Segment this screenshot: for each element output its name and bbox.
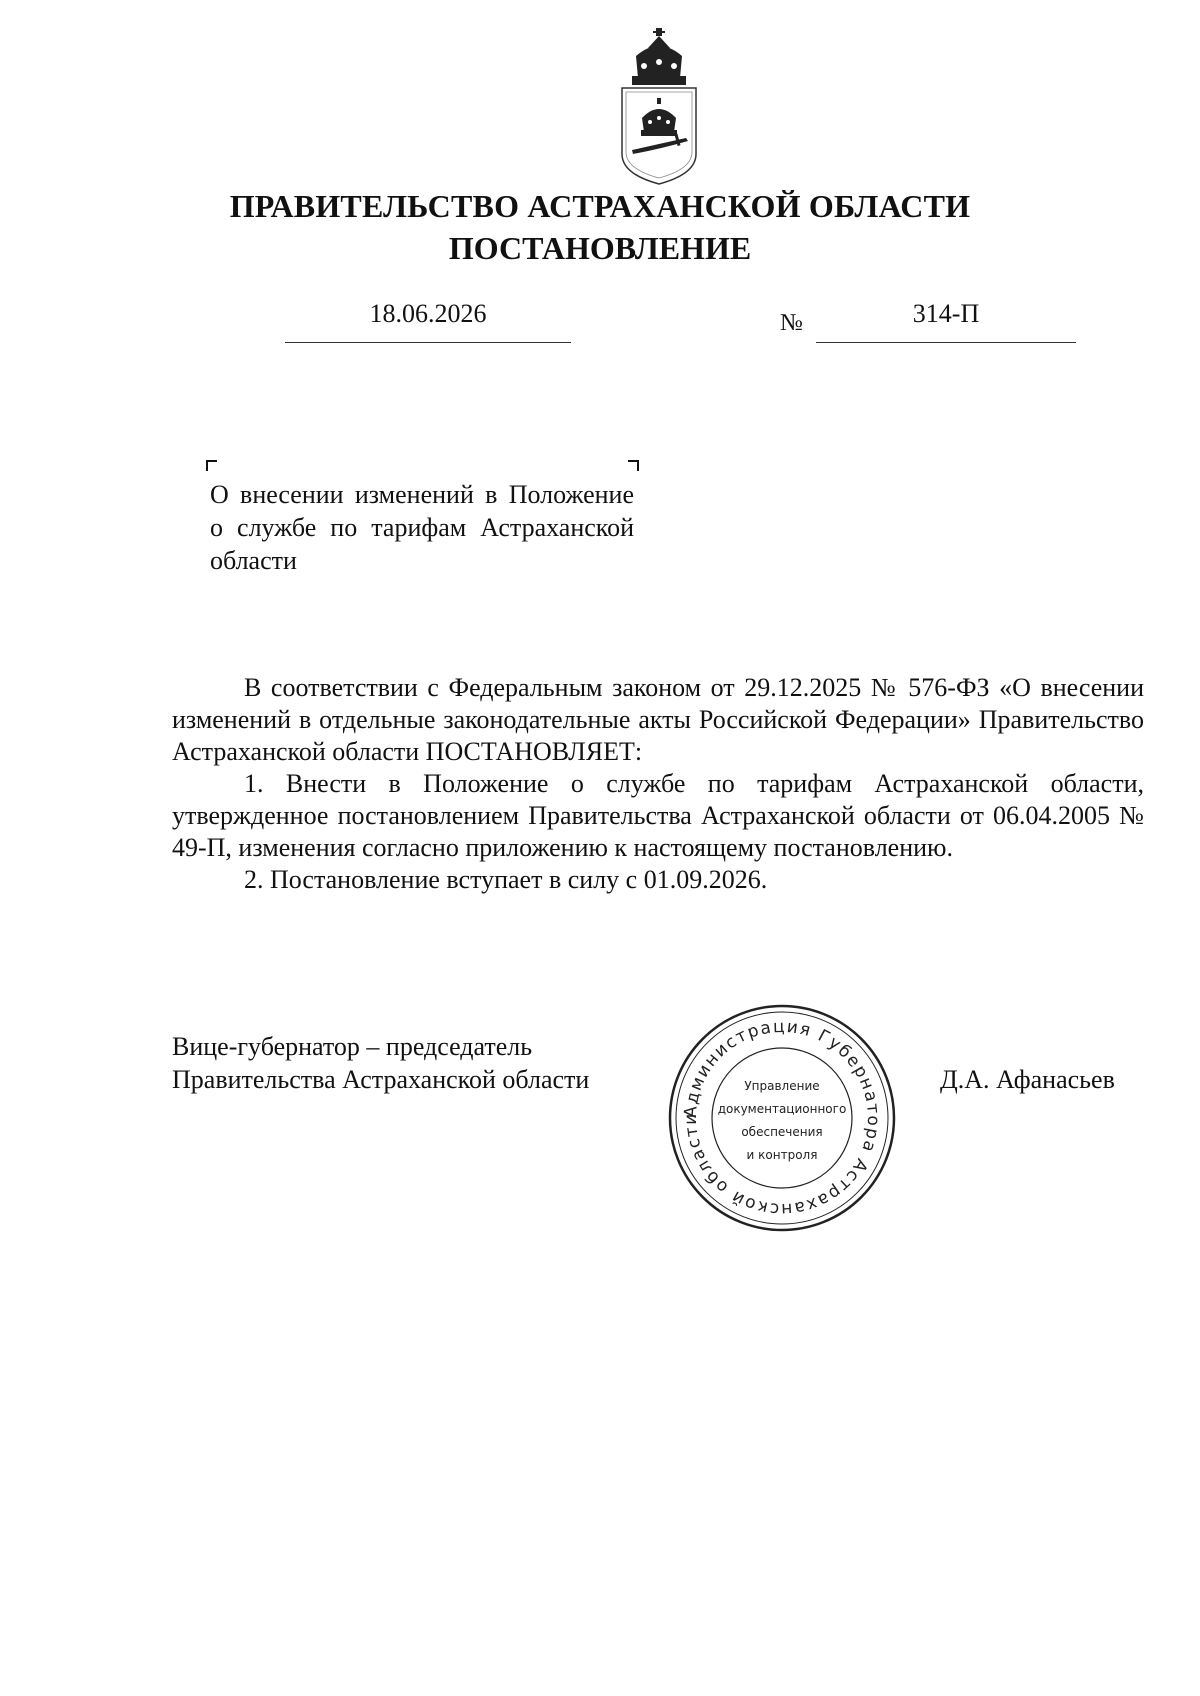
document-date: 18.06.2026	[285, 296, 571, 343]
document-body	[172, 672, 1144, 896]
stamp-center-line-3: обеспечения	[741, 1125, 823, 1139]
stamp-center-line-1: Управление	[744, 1079, 820, 1093]
signatory-name: Д.А. Афанасьев	[940, 1065, 1115, 1094]
stamp-center-line-4: и контроля	[746, 1148, 818, 1162]
stamp-center-line-2: документационного	[717, 1102, 847, 1116]
official-stamp	[664, 1000, 900, 1236]
organization-title: ПРАВИТЕЛЬСТВО АСТРАХАНСКОЙ ОБЛАСТИ	[229, 188, 971, 224]
svg-text:Администрация Губернатора Астр	[681, 1017, 883, 1219]
signatory-position-line-1: Вице-губернатор – председатель	[172, 1032, 533, 1061]
stamp-ring-text: Администрация Губернатора Астраханской области	[680, 1016, 884, 1220]
signatory-position	[172, 1030, 692, 1096]
subject-corner-right	[628, 460, 639, 471]
subject-corner-left	[206, 460, 217, 471]
coat-of-arms-icon	[614, 26, 704, 186]
document-subject: О внесении изменений в Положение о службе по тарифам Астраханской области	[210, 480, 634, 575]
preamble-paragraph: В соответствии с Федеральным законом от 29.12.2025 № 576-ФЗ «О внесении изменений в отдельные законодательные акты Российской Федерации» Правительство Астраханской области ПОСТАНОВЛЯЕТ:	[172, 673, 1144, 766]
clause-1-paragraph: 1. Внести в Положение о службе по тарифам Астраханской области, утвержденное постановлением Правительства Астраханской области от 06.04.2005 № 49-П, изменения согласно приложению к настоящему постановлению.	[172, 769, 1144, 862]
document-type-title: ПОСТАНОВЛЕНИЕ	[448, 230, 752, 266]
signatory-position-line-2: Правительства Астраханской области	[172, 1065, 590, 1094]
clause-2-paragraph: 2. Постановление вступает в силу с 01.09.2026.	[244, 865, 768, 894]
document-number: 314-П	[816, 296, 1076, 343]
number-sign: №	[780, 310, 803, 336]
